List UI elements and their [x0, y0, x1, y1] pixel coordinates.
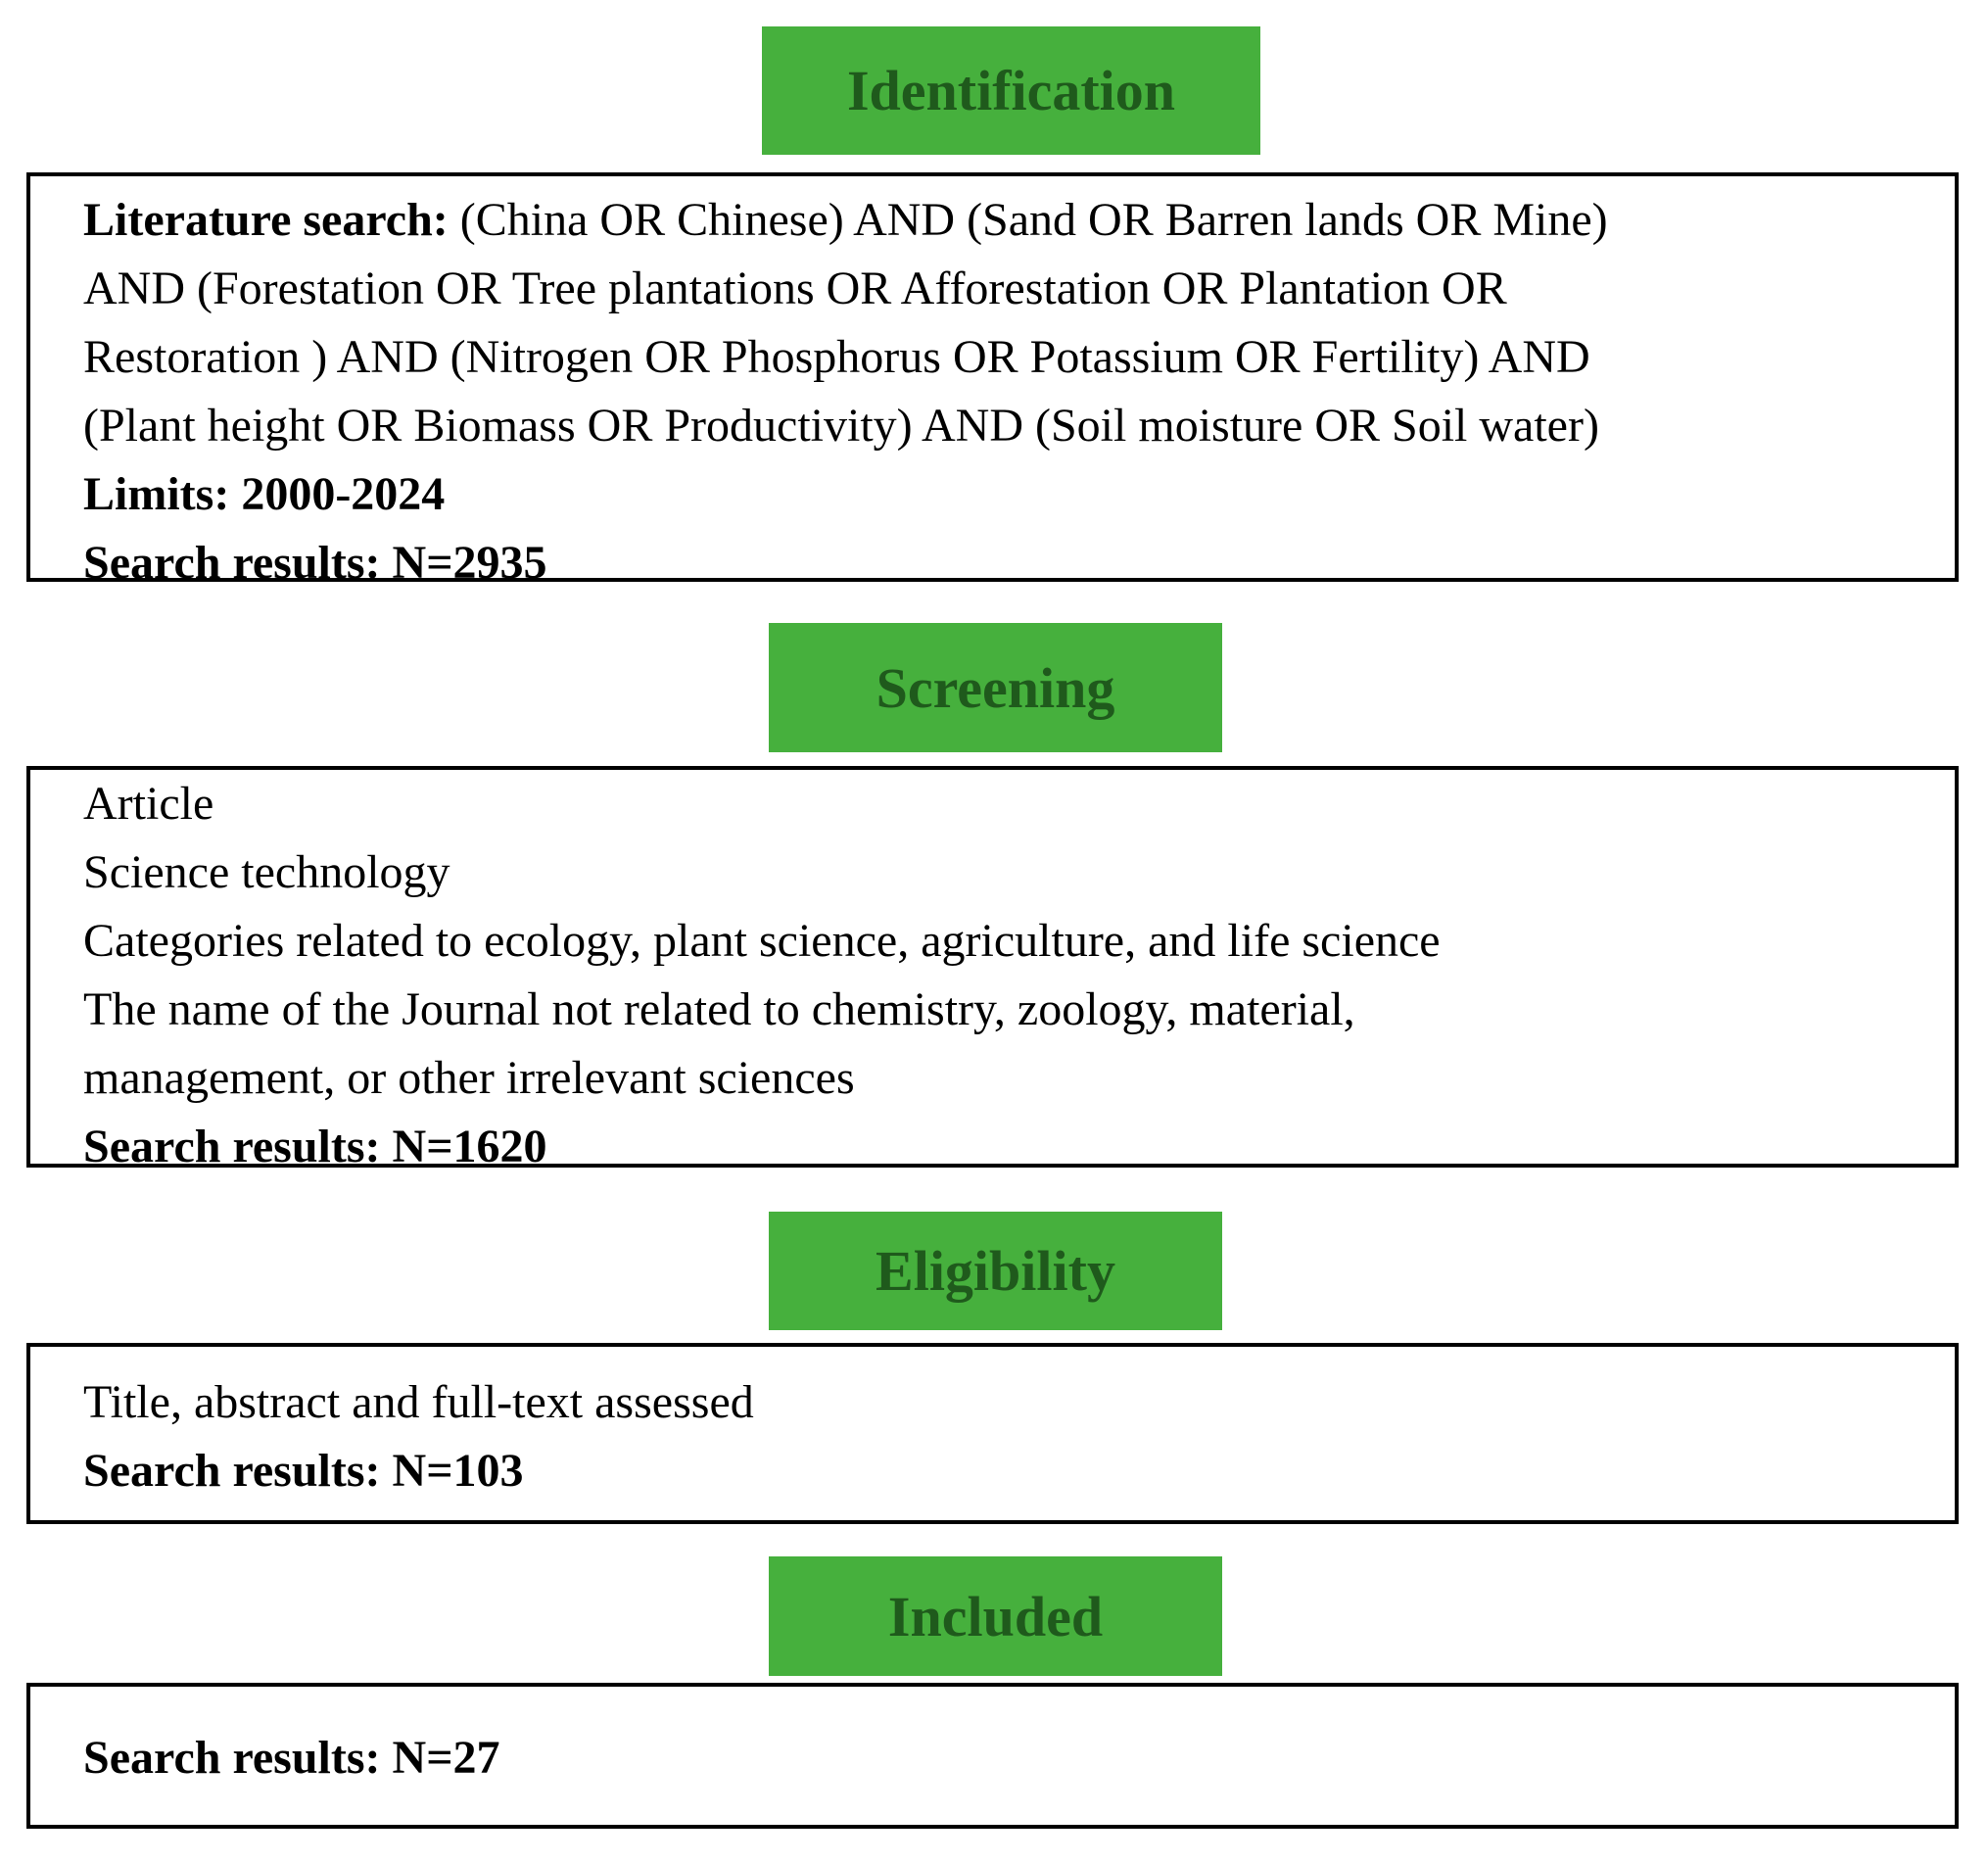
line-text: Restoration ) AND (Nitrogen OR Phosphorus OR Potassium OR Fertility) AND	[83, 331, 1590, 383]
screening-box	[26, 766, 1959, 1172]
stage-heading: Screening	[876, 655, 1115, 720]
box-line	[83, 460, 1955, 529]
stage-included	[769, 1556, 1222, 1676]
stage-screening	[769, 623, 1222, 752]
line-text: management, or other irrelevant sciences	[83, 1052, 855, 1104]
line-text: The name of the Journal not related to chemistry, zoology, material,	[83, 983, 1355, 1035]
box-line	[83, 1724, 1955, 1792]
box-line	[83, 838, 1955, 907]
line-text: Science technology	[83, 846, 450, 898]
bold-label: Search results: N=103	[83, 1445, 524, 1497]
stage-heading: Identification	[846, 59, 1176, 122]
line-text: Article	[83, 778, 214, 830]
box-line	[83, 186, 1955, 255]
stage-heading: Eligibility	[876, 1239, 1115, 1303]
box-line	[83, 976, 1955, 1044]
box-line	[83, 255, 1955, 323]
line-text: Categories related to ecology, plant science, agriculture, and life science	[83, 915, 1441, 967]
included-box	[26, 1683, 1959, 1829]
line-text: AND (Forestation OR Tree plantations OR Afforestation OR Plantation OR	[83, 263, 1507, 314]
box-line	[83, 1368, 1955, 1437]
bold-label: Literature search:	[83, 194, 449, 246]
identification-box	[26, 172, 1959, 589]
bold-label: Search results: N=27	[83, 1732, 500, 1784]
stage-heading: Included	[887, 1584, 1104, 1648]
box-line	[83, 1044, 1955, 1113]
bold-label: Search results: N=1620	[83, 1121, 547, 1172]
box-line	[83, 529, 1955, 597]
box-line	[83, 1437, 1955, 1505]
bold-label: Limits: 2000-2024	[83, 468, 446, 520]
box-line	[83, 770, 1955, 838]
bold-label: Search results: N=2935	[83, 537, 547, 589]
box-line	[83, 392, 1955, 460]
line-text: Title, abstract and full-text assessed	[83, 1376, 754, 1428]
stage-eligibility	[769, 1212, 1222, 1330]
box-line	[83, 323, 1955, 392]
eligibility-box	[26, 1343, 1959, 1524]
line-text: (Plant height OR Biomass OR Productivity) AND (Soil moisture OR Soil water)	[83, 400, 1599, 452]
box-line	[83, 907, 1955, 976]
box-line	[83, 1113, 1955, 1181]
stage-identification	[762, 26, 1260, 155]
line-text: (China OR Chinese) AND (Sand OR Barren lands OR Mine)	[448, 194, 1608, 246]
